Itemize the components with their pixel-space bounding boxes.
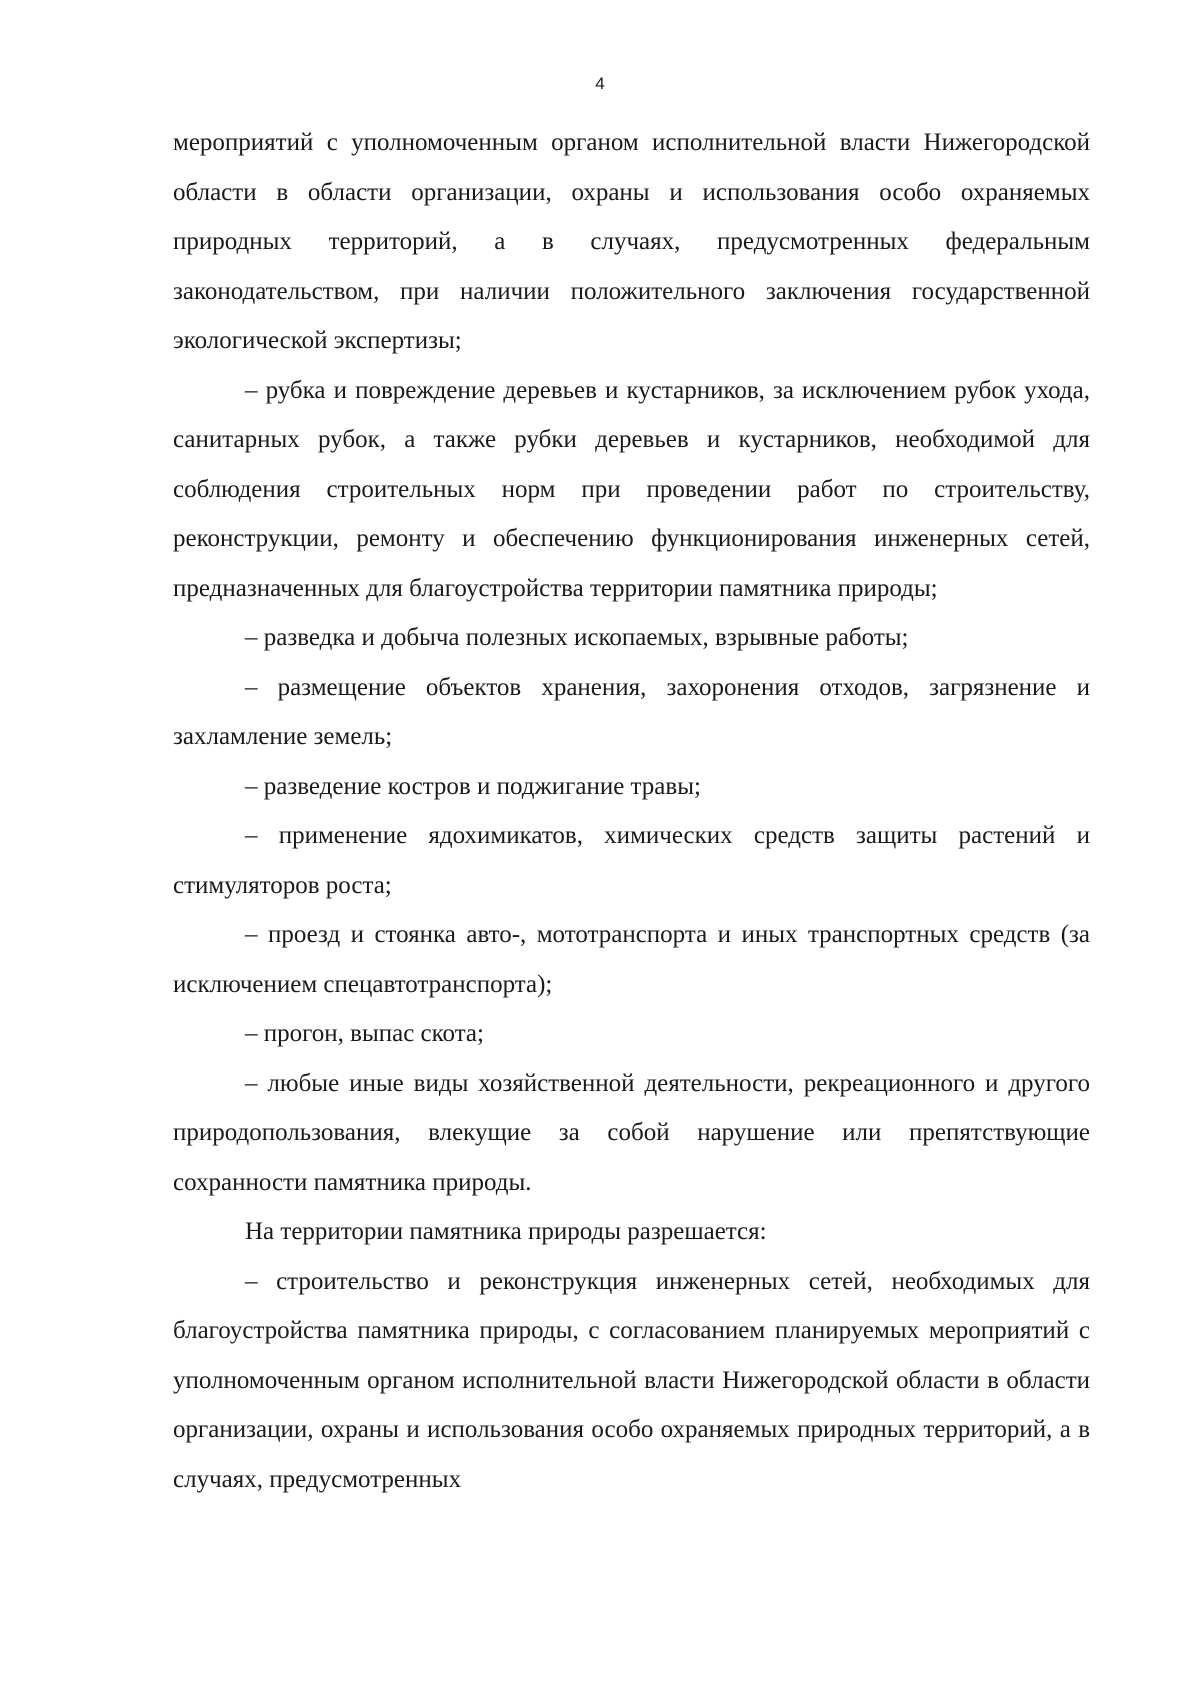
paragraph-chemicals-prohibition: – применение ядохимикатов, химических средств защиты растений и стимуляторов роста; [173,822,1090,899]
paragraph-other-activities-prohibition: – любые иные виды хозяйственной деятельности, рекреационного и другого природопользования, влекущие за собой нарушение или препятствующие сохранности памятника природы. [173,1069,1090,1196]
paragraph-continuation: мероприятий с уполномоченным органом исполнительной власти Нижегородской области в области организации, охраны и использования особо охраняемых природных территорий, а в случаях, предусмотренных федеральным законодательством, при наличии положительного заключения государственной экологической экспертизы; [173,129,1090,354]
paragraph-vehicles-prohibition: – проезд и стоянка авто-, мототранспорта и иных транспортных средств (за исключением спецавтотранспорта); [173,921,1090,998]
paragraph-permitted-heading: На территории памятника природы разрешается: [245,1218,767,1245]
document-body [173,118,1090,1504]
paragraph-mining-prohibition: – разведка и добыча полезных ископаемых, взрывные работы; [245,624,909,651]
page-number: 4 [595,74,605,93]
paragraph-construction-permitted: – строительство и реконструкция инженерных сетей, необходимых для благоустройства памятника природы, с согласованием планируемых мероприятий с уполномоченным органом исполнительной власти Нижегородской области в области организации, охраны и использования особо охраняемых природных территорий, а в случаях, предусмотренных [173,1267,1090,1493]
paragraph-grazing-prohibition: – прогон, выпас скота; [245,1020,484,1047]
paragraph-fire-prohibition: – разведение костров и поджигание травы; [245,772,701,800]
paragraph-felling-prohibition: – рубка и повреждение деревьев и кустарников, за исключением рубок ухода, санитарных рубок, а также рубки деревьев и кустарников, необходимой для соблюдения строительных норм при проведении работ по строительству, реконструкции, ремонту и обеспечению функционирования инженерных сетей, предназначенных для благоустройства территории памятника природы; [173,376,1090,602]
paragraph-waste-prohibition: – размещение объектов хранения, захоронения отходов, загрязнение и захламление земель; [173,673,1090,750]
